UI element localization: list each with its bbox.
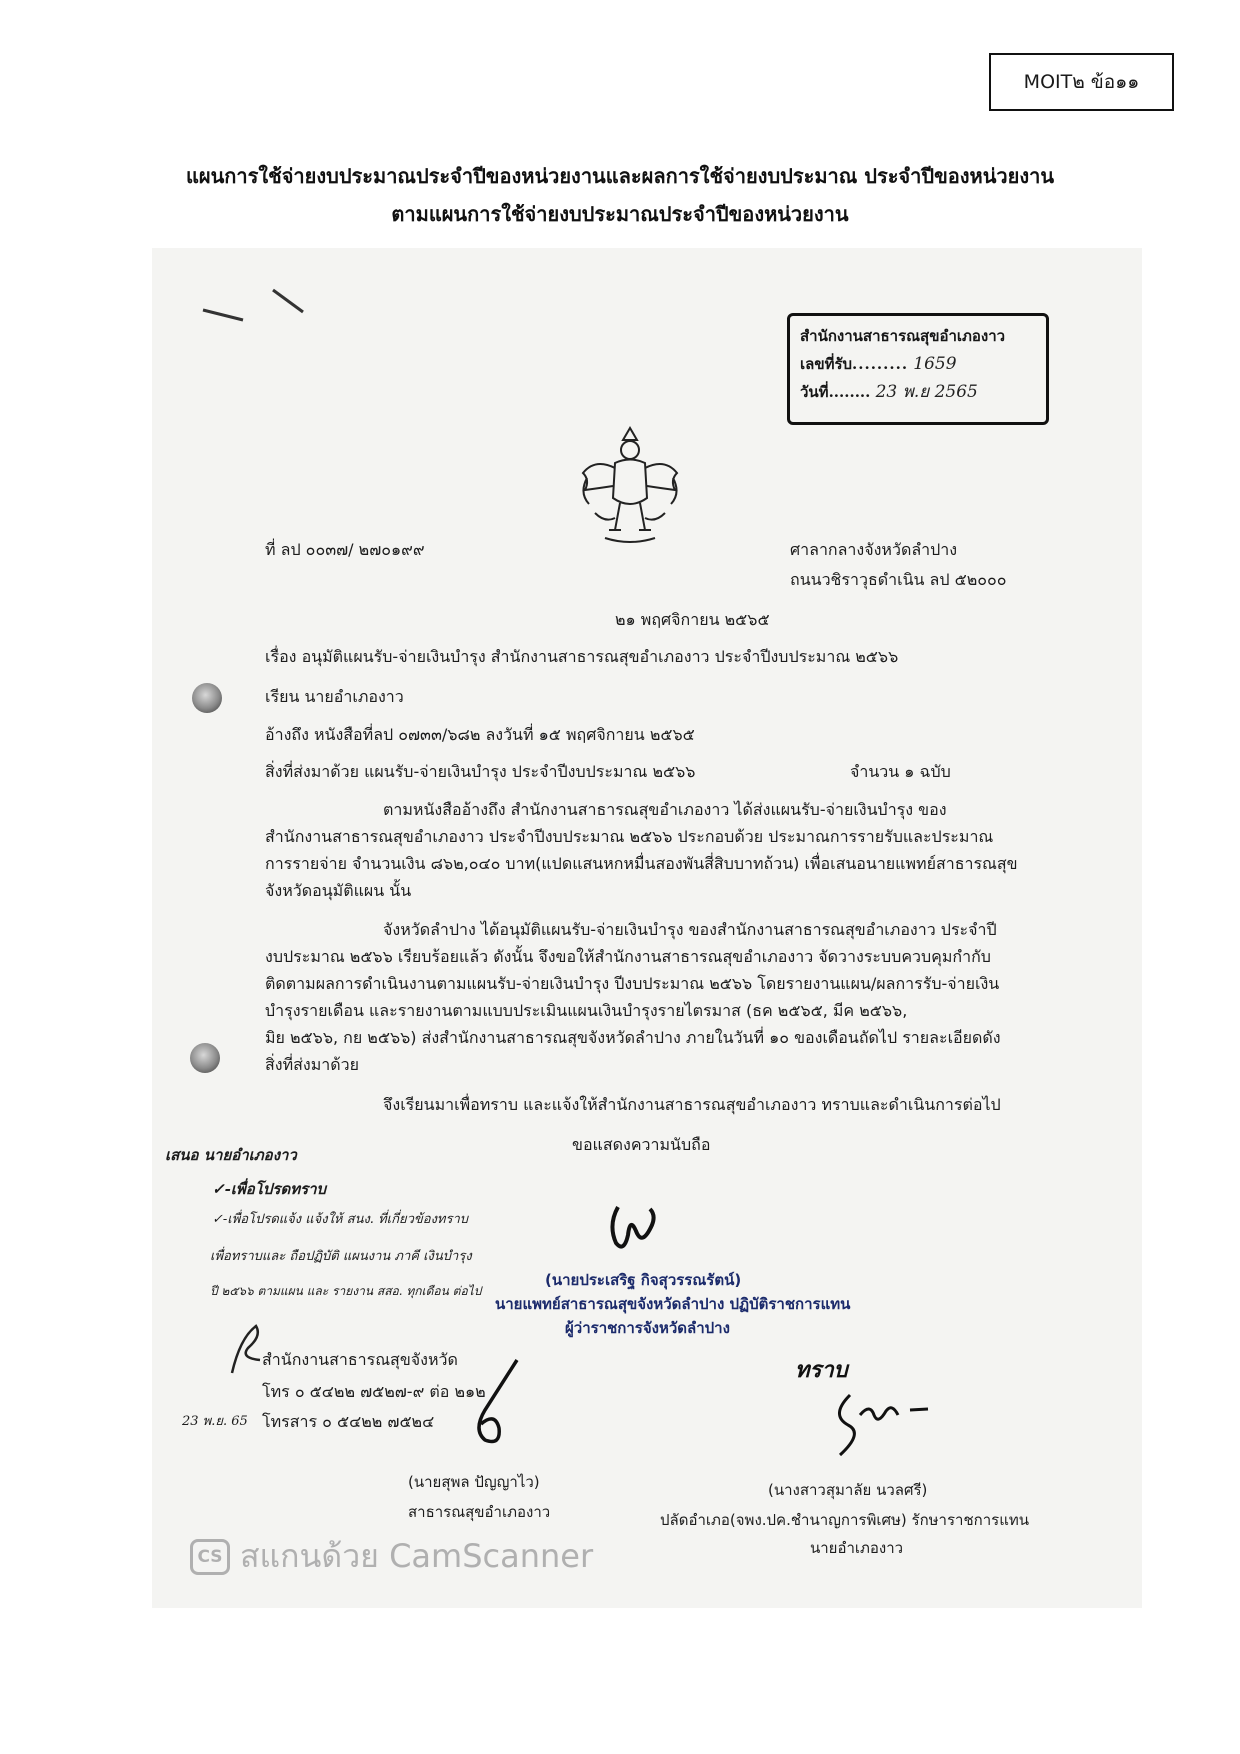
camscanner-logo-icon: CS <box>190 1539 230 1575</box>
page-title-line1: แผนการใช้จ่ายงบประมาณประจำปีของหน่วยงานและผลการใช้จ่ายงบประมาณ ประจำปีของหน่วยงาน <box>186 164 1054 188</box>
deputy-position-line1: ปลัดอำเภอ(จพง.ปค.ชำนาญการพิเศษ) รักษาราชการแทน <box>660 1511 1030 1529</box>
para1-line: สำนักงานสาธารณสุขอำเภองาว ประจำปีงบประมาณ ๒๕๖๖ ประกอบด้วย ประมาณการรายรับและประมาณ <box>265 827 994 846</box>
para2-line: ติดตามผลการดำเนินงานตามแผนรับ-จ่ายเงินบำรุง ปีงบประมาณ ๒๕๖๖ โดยรายงานแผน/ผลการรับ-จ่ายเงิน <box>265 974 1000 993</box>
health-officer-signature-icon <box>455 1350 535 1450</box>
para2-line: งบประมาณ ๒๕๖๖ เรียบร้อยแล้ว ดังนั้น จึงขอให้สำนักงานสาธารณสุขอำเภองาว จัดวางระบบควบคุมกำกับ <box>265 947 991 966</box>
para2-line: บำรุงรายเดือน และรายงานตามแบบประเมินแผนเงินบำรุงรายไตรมาส (ธค ๒๕๖๕, มีค ๒๕๖๖, <box>265 1001 908 1020</box>
para1-line: การรายจ่าย จำนวนเงิน ๘๖๒,๐๔๐ บาท(แปดแสนหกหมื่นสองพันสี่สิบบาทถ้วน) เพื่อเสนอนายแพทย์สาธารณสุข <box>265 854 1018 873</box>
letter-date: ๒๑ พฤศจิกายน ๒๕๖๕ <box>615 610 770 629</box>
punch-hole-icon <box>192 683 222 713</box>
contact-hand-date: 23 พ.ย. 65 <box>182 1414 248 1429</box>
letter-subject: เรื่อง อนุมัติแผนรับ-จ่ายเงินบำรุง สำนักงานสาธารณสุขอำเภองาว ประจำปีงบประมาณ ๒๕๖๖ <box>265 647 899 666</box>
garuda-emblem-icon <box>575 418 685 548</box>
deputy-hand-note: ทราบ <box>795 1357 848 1383</box>
camscanner-watermark <box>190 1531 593 1582</box>
letter-ref-number: ที่ ลป ๐๐๓๗/ ๒๗๐๑๙๙ <box>265 540 425 559</box>
para2-line: มิย ๒๕๖๖, กย ๒๕๖๖) ส่งสำนักงานสาธารณสุขจังหวัดลำปาง ภายในวันที่ ๑๐ ของเดือนถัดไป รายละเอียดดัง <box>265 1028 1001 1047</box>
contact-office: สำนักงานสาธารณสุขจังหวัด <box>262 1350 458 1369</box>
stamp-date-label: วันที่ <box>800 383 829 401</box>
receive-stamp <box>787 313 1049 425</box>
para2-line: สิ่งที่ส่งมาด้วย <box>265 1055 359 1074</box>
health-officer-position: สาธารณสุขอำเภองาว <box>408 1503 551 1521</box>
punch-hole-icon <box>190 1043 220 1073</box>
letter-enclosure-qty: จำนวน ๑ ฉบับ <box>850 762 951 781</box>
contact-fax: โทรสาร ๐ ๕๔๒๒ ๗๕๒๔ <box>262 1412 435 1431</box>
deputy-position-line2: นายอำเภองาว <box>810 1539 904 1557</box>
letter-reference: อ้างถึง หนังสือที่ลป ๐๗๓๓/๖๘๒ ลงวันที่ ๑๕ พฤศจิกายน ๒๕๖๕ <box>265 725 695 744</box>
document-code-box <box>989 53 1174 111</box>
sender-address-line1: ศาลากลางจังหวัดลำปาง <box>790 540 958 559</box>
signer-position-line2: ผู้ว่าราชการจังหวัดลำปาง <box>565 1319 730 1337</box>
signer-position-line1: นายแพทย์สาธารณสุขจังหวัดลำปาง ปฏิบัติราชการแทน <box>495 1295 851 1313</box>
deputy-name: (นางสาวสุมาลัย นวลศรี) <box>768 1481 928 1499</box>
scratch-marks-icon <box>195 270 315 330</box>
health-officer-name: (นายสุพล ปัญญาไว) <box>408 1473 540 1491</box>
signer-name: (นายประเสริฐ กิจสุวรรณรัตน์) <box>545 1271 742 1289</box>
note-line1: เสนอ นายอำเภองาว <box>165 1146 297 1164</box>
stamp-receive-row: เลขที่รับ......... 1659 <box>800 354 957 374</box>
contact-tel: โทร ๐ ๕๔๒๒ ๗๕๒๗-๙ ต่อ ๒๑๒ <box>262 1382 486 1401</box>
stamp-receive-label: เลขที่รับ <box>800 355 853 373</box>
para1-line: ตามหนังสืออ้างถึง สำนักงานสาธารณสุขอำเภองาว ได้ส่งแผนรับ-จ่ายเงินบำรุง ของ <box>383 800 947 819</box>
page-title-line2: ตามแผนการใช้จ่ายงบประมาณประจำปีของหน่วยงาน <box>391 202 849 226</box>
stamp-office: สำนักงานสาธารณสุขอำเภองาว <box>800 327 1006 345</box>
stamp-receive-number: 1659 <box>913 354 957 374</box>
deputy-signature-icon <box>820 1385 940 1465</box>
note-line4: เพื่อทราบและ ถือปฏิบัติ แผนงาน ภาคี เงินบำรุง <box>210 1249 472 1264</box>
note-line3: ✓-เพื่อโปรดแจ้ง แจ้งให้ สนง. ที่เกี่ยวข้องทราบ <box>212 1212 469 1227</box>
para1-line: จังหวัดอนุมัติแผน นั้น <box>265 881 412 900</box>
letter-enclosure: สิ่งที่ส่งมาด้วย แผนรับ-จ่ายเงินบำรุง ประจำปีงบประมาณ ๒๕๖๖ <box>265 762 696 781</box>
sender-address-line2: ถนนวชิราวุธดำเนิน ลป ๕๒๐๐๐ <box>790 570 1007 589</box>
para3-line: จึงเรียนมาเพื่อทราบ และแจ้งให้สำนักงานสาธารณสุขอำเภองาว ทราบและดำเนินการต่อไป <box>383 1095 1001 1114</box>
letter-recipient: เรียน นายอำเภองาว <box>265 687 404 706</box>
stamp-date-row: วันที่........ 23 พ.ย 2565 <box>800 382 978 402</box>
document-code: MOIT๒ ข้อ๑๑ <box>1023 71 1140 93</box>
para2-line: จังหวัดลำปาง ได้อนุมัติแผนรับ-จ่ายเงินบำรุง ของสำนักงานสาธารณสุขอำเภองาว ประจำปี <box>383 920 997 939</box>
note-line2: ✓-เพื่อโปรดทราบ <box>212 1180 327 1198</box>
signature-icon <box>600 1195 670 1265</box>
note-line5: ปี ๒๕๖๖ ตามแผน และ รายงาน สสอ. ทุกเดือน ต่อไป <box>210 1284 482 1298</box>
stamp-date-value: 23 พ.ย 2565 <box>875 382 978 402</box>
letter-closing: ขอแสดงความนับถือ <box>572 1135 711 1154</box>
watermark-text: สแกนด้วย CamScanner <box>240 1537 594 1575</box>
